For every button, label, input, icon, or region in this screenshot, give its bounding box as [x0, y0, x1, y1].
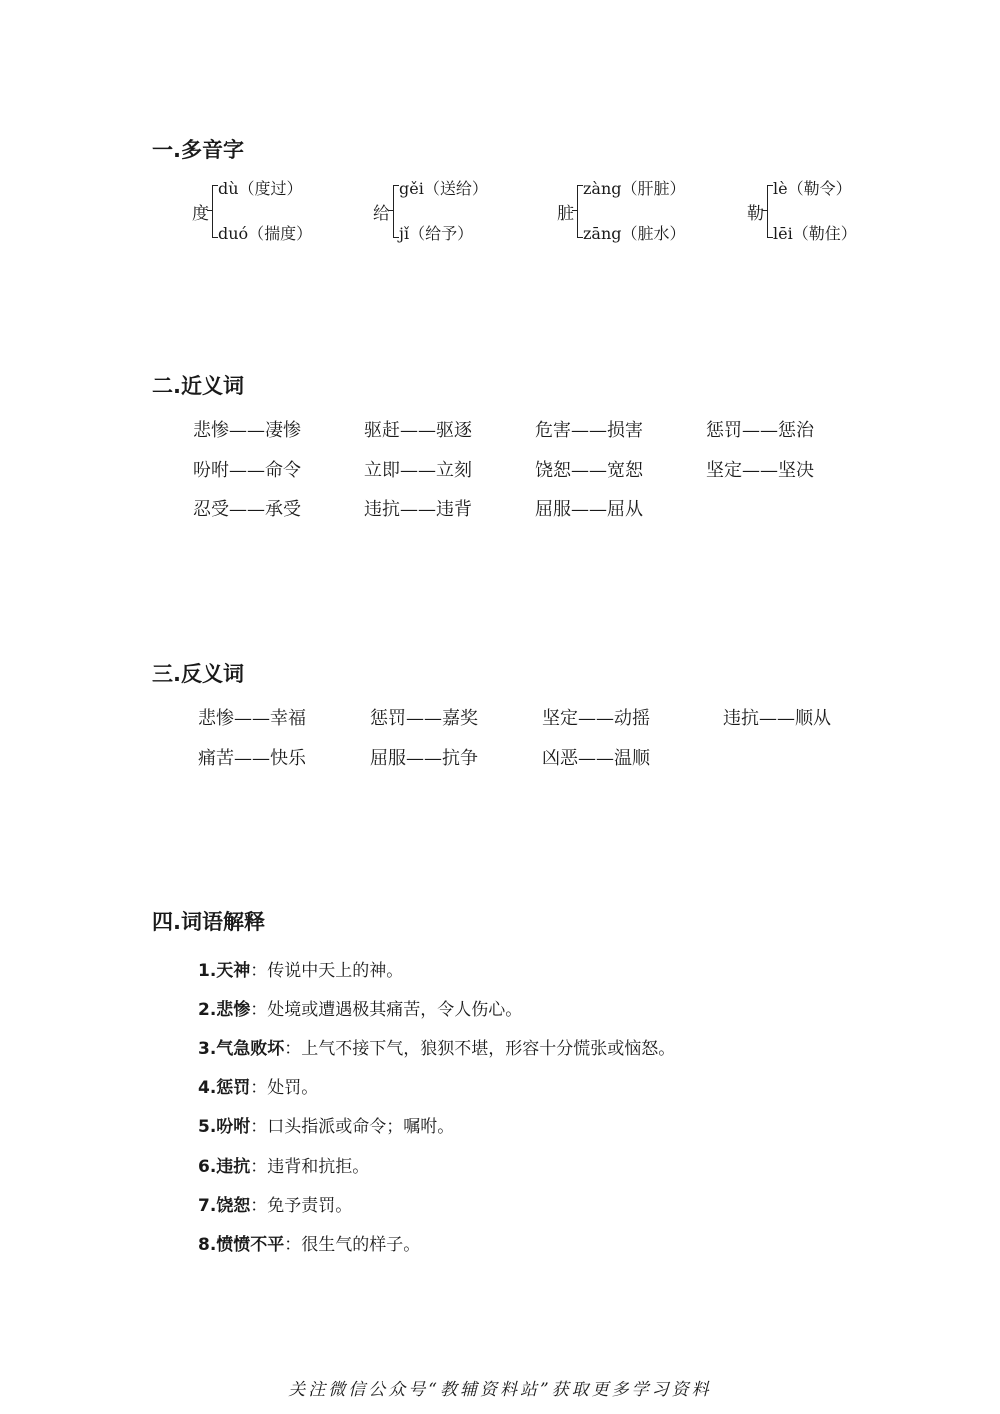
antonym-pair: 痛苦——快乐 — [198, 748, 306, 769]
polyphonic-item — [192, 180, 382, 244]
antonym-pair: 坚定——动摇 — [542, 708, 650, 729]
section-title-synonyms: 二.近义词 — [152, 374, 244, 398]
antonym-pair: 悲惨——幸福 — [198, 708, 306, 729]
definition-item — [198, 1112, 454, 1137]
reading-2: jǐ（给予） — [399, 224, 474, 243]
definition-item — [198, 1073, 318, 1098]
reading-1: dù（度过） — [218, 179, 303, 198]
synonym-pair: 坚定——坚决 — [706, 460, 814, 481]
polyphonic-char: 度 — [192, 204, 209, 224]
antonym-pair: 违抗——顺从 — [723, 708, 831, 729]
definition-term: 4.惩罚 — [198, 1078, 251, 1098]
antonym-pair: 凶恶——温顺 — [542, 748, 650, 769]
polyphonic-char: 勒 — [747, 204, 764, 224]
polyphonic-item — [557, 180, 747, 244]
definition-text: ：免予责罚。 — [250, 1196, 353, 1216]
section-title-antonyms: 三.反义词 — [152, 662, 244, 686]
polyphonic-item — [747, 180, 937, 244]
footer-note: 关注微信公众号“教辅资料站”获取更多学习资料 — [288, 1380, 712, 1400]
definition-item — [198, 995, 522, 1020]
synonym-pair: 吩咐——命令 — [193, 460, 301, 481]
definition-text: ：口头指派或命令；嘱咐。 — [250, 1117, 455, 1137]
definition-term: 1.天神 — [198, 961, 251, 981]
section-title-definitions: 四.词语解释 — [152, 910, 265, 934]
definition-term: 8.愤愤不平 — [198, 1235, 285, 1255]
definition-text: ：处境或遭遇极其痛苦，令人伤心。 — [250, 1000, 523, 1020]
definition-item — [198, 1034, 675, 1059]
reading-1: gěi（送给） — [399, 179, 488, 198]
reading-2: zāng（脏水） — [583, 224, 686, 243]
synonym-pair: 违抗——违背 — [364, 499, 472, 520]
definition-item — [198, 956, 403, 981]
section-title-polyphonic: 一.多音字 — [152, 138, 244, 162]
synonym-pair: 悲惨——凄惨 — [193, 420, 301, 441]
definition-text: ：很生气的样子。 — [284, 1235, 421, 1255]
synonym-pair: 屈服——屈从 — [535, 499, 643, 520]
definition-term: 2.悲惨 — [198, 1000, 251, 1020]
definition-term: 5.吩咐 — [198, 1117, 251, 1137]
synonym-pair: 立即——立刻 — [364, 460, 472, 481]
reading-2: lēi（勒住） — [773, 224, 857, 243]
definition-text: ：违背和抗拒。 — [250, 1157, 370, 1177]
reading-2: duó（揣度） — [218, 224, 313, 243]
polyphonic-char: 给 — [373, 204, 390, 224]
definition-item — [198, 1152, 369, 1177]
definition-term: 7.饶恕 — [198, 1196, 251, 1216]
synonym-pair: 饶恕——宽恕 — [535, 460, 643, 481]
definition-term: 3.气急败坏 — [198, 1039, 285, 1059]
synonym-pair: 忍受——承受 — [193, 499, 301, 520]
definition-item — [198, 1230, 420, 1255]
antonym-pair: 屈服——抗争 — [370, 748, 478, 769]
reading-1: lè（勒令） — [773, 179, 852, 198]
definition-text: ：上气不接下气，狼狈不堪，形容十分慌张或恼怒。 — [284, 1039, 676, 1059]
synonym-pair: 惩罚——惩治 — [706, 420, 814, 441]
synonym-pair: 危害——损害 — [535, 420, 643, 441]
reading-1: zàng（肝脏） — [583, 179, 686, 198]
definition-item — [198, 1191, 352, 1216]
synonym-pair: 驱赶——驱逐 — [364, 420, 472, 441]
definition-text: ：处罚。 — [250, 1078, 319, 1098]
definition-text: ：传说中天上的神。 — [250, 961, 404, 981]
definition-term: 6.违抗 — [198, 1157, 251, 1177]
polyphonic-item — [373, 180, 563, 244]
polyphonic-char: 脏 — [557, 204, 574, 224]
antonym-pair: 惩罚——嘉奖 — [370, 708, 478, 729]
